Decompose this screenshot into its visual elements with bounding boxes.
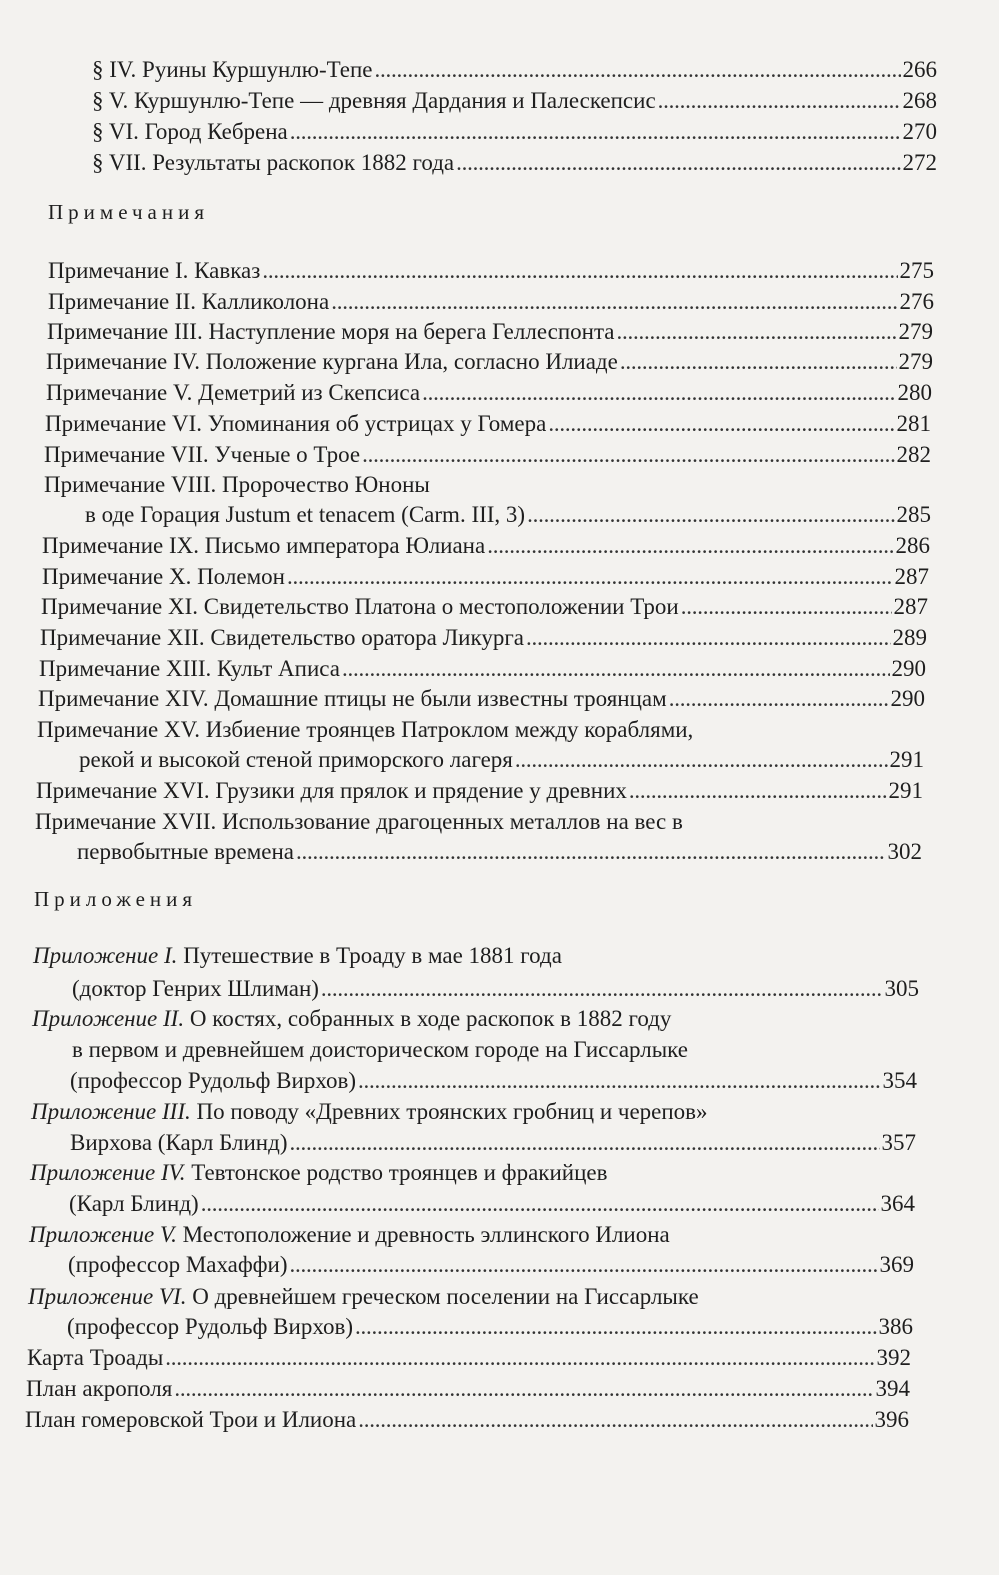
leader-dots — [362, 440, 894, 470]
leader-dots — [487, 531, 893, 561]
leader-dots — [331, 287, 897, 317]
leader-dots — [342, 654, 890, 684]
leader-dots — [617, 317, 897, 347]
appendix-title: По поводу «Древних троянских гробниц и черепов» — [190, 1099, 708, 1124]
leader-dots — [456, 148, 900, 178]
appendices-heading: Приложения — [34, 887, 198, 911]
page-number: 305 — [884, 976, 919, 1001]
leader-dots — [290, 117, 901, 147]
appendix-label: Приложение IV. — [30, 1160, 186, 1185]
page-number: 276 — [899, 289, 934, 314]
page-number: 357 — [881, 1130, 916, 1155]
page-number: 364 — [880, 1191, 915, 1216]
appendix-label: Приложение I. — [33, 943, 178, 968]
toc-entry — [0, 256, 999, 286]
entry-title: План гомеровской Трои и Илиона — [25, 1407, 357, 1432]
toc-entry-continuation — [0, 500, 999, 530]
leader-dots — [262, 256, 897, 286]
leader-dots — [375, 55, 901, 85]
leader-dots — [527, 500, 894, 530]
leader-dots — [669, 684, 889, 714]
leader-dots — [289, 1128, 879, 1158]
page-number: 302 — [887, 839, 922, 864]
entry-title: § V. Куршунлю-Тепе — древняя Дардания и Палескепсис — [92, 88, 656, 113]
toc-entry — [0, 55, 999, 85]
appendix-title: О костях, собранных в ходе раскопок в 1882 году — [184, 1006, 672, 1031]
page-number: 386 — [878, 1314, 913, 1339]
page-number: 282 — [896, 442, 931, 467]
page-number: 287 — [893, 594, 928, 619]
entry-title — [32, 1004, 671, 1034]
appendix-title: О древнейшем греческом поселении на Гиссарлыке — [186, 1284, 699, 1309]
notes-heading: Примечания — [48, 200, 210, 224]
entry-title-line2: первобытные времена — [77, 839, 294, 864]
toc-entry-continuation — [0, 1312, 999, 1342]
leader-dots — [658, 86, 901, 116]
toc-entry-continuation — [0, 1066, 999, 1096]
page-number: 287 — [894, 564, 929, 589]
toc-entry — [0, 317, 999, 347]
leader-dots — [681, 592, 892, 622]
entry-title: § VI. Город Кебрена — [92, 119, 288, 144]
toc-entry — [0, 86, 999, 116]
appendix-label: Приложение II. — [32, 1006, 185, 1031]
toc-entry — [0, 1374, 999, 1404]
entry-title: Примечание X. Полемон — [42, 564, 285, 589]
leader-dots — [355, 1312, 877, 1342]
entry-title-line3: (профессор Рудольф Вирхов) — [70, 1068, 356, 1093]
appendix-title: Тевтонское родство троянцев и фракийцев — [185, 1160, 608, 1185]
entry-title: Примечание XII. Свидетельство оратора Ликурга — [40, 625, 524, 650]
page-number: 286 — [895, 533, 930, 558]
toc-entry — [0, 592, 999, 622]
toc-entry-continuation — [0, 1250, 999, 1280]
appendix-label: Приложение III. — [31, 1099, 191, 1124]
toc-entry — [0, 440, 999, 470]
entry-title — [30, 1158, 607, 1188]
entry-title: План акрополя — [26, 1376, 173, 1401]
toc-entry — [0, 409, 999, 439]
appendix-title: Путешествие в Троаду в мае 1881 года — [177, 943, 562, 968]
toc-entry — [0, 378, 999, 408]
appendix-label: Приложение V. — [29, 1222, 177, 1247]
page-number: 268 — [902, 88, 937, 113]
leader-dots — [296, 837, 886, 867]
leader-dots — [165, 1343, 874, 1373]
page-number: 394 — [875, 1376, 910, 1401]
entry-title: § IV. Руины Куршунлю-Тепе — [92, 57, 373, 82]
entry-title: Примечание IV. Положение кургана Ила, согласно Илиаде — [46, 349, 618, 374]
toc-entry-continuation — [0, 1189, 999, 1219]
toc-entry — [0, 347, 999, 377]
toc-entry-continuation — [0, 974, 999, 1004]
leader-dots — [526, 623, 891, 653]
entry-title: Примечание V. Деметрий из Скепсиса — [46, 380, 421, 405]
entry-title-line2: (Карл Блинд) — [69, 1191, 199, 1216]
entry-title: Примечание XIII. Культ Аписа — [39, 656, 340, 681]
leader-dots — [548, 409, 894, 439]
leader-dots — [201, 1189, 879, 1219]
page-number: 392 — [876, 1345, 911, 1370]
entry-title: Примечание II. Калликолона — [48, 289, 330, 314]
page-number: 279 — [898, 349, 933, 374]
entry-title: Примечание I. Кавказ — [48, 258, 261, 283]
entry-title-line2: Вирхова (Карл Блинд) — [70, 1130, 288, 1155]
page-number: 354 — [882, 1068, 917, 1093]
page-number: 291 — [888, 778, 923, 803]
entry-title-line2: (профессор Махаффи) — [68, 1252, 288, 1277]
toc-entry — [0, 623, 999, 653]
toc-entry — [0, 654, 999, 684]
page-number: 369 — [879, 1252, 914, 1277]
toc-entry — [0, 1343, 999, 1373]
page-number: 270 — [902, 119, 937, 144]
toc-entry-continuation — [0, 745, 999, 775]
toc-entry — [0, 531, 999, 561]
leader-dots — [620, 347, 897, 377]
toc-entry — [0, 287, 999, 317]
entry-title: Примечание XVI. Грузики для прялок и прядение у древних — [36, 778, 627, 803]
entry-title-line2: (профессор Рудольф Вирхов) — [67, 1314, 353, 1339]
entry-title: Примечание IX. Письмо императора Юлиана — [42, 533, 486, 558]
entry-title: § VII. Результаты раскопок 1882 года — [92, 150, 455, 175]
entry-title-line2: в оде Горация Justum et tenacem (Carm. III, 3) — [85, 502, 526, 527]
entry-title: Примечание XV. Избиение троянцев Патроклом между кораблями, — [37, 717, 694, 742]
page-number: 396 — [874, 1407, 909, 1432]
leader-dots — [321, 974, 883, 1004]
entry-title — [33, 941, 562, 971]
page-number: 281 — [896, 411, 931, 436]
entry-title: Примечание VI. Упоминания об устрицах у Гомера — [45, 411, 547, 436]
entry-title: Примечание XVII. Использование драгоценных металлов на вес в — [35, 809, 683, 834]
page-number: 279 — [898, 319, 933, 344]
entry-title-line2: в первом и древнейшем доисторическом городе на Гиссарлыке — [72, 1037, 688, 1062]
page-number: 266 — [902, 57, 937, 82]
entry-title: Примечание VII. Ученые о Трое — [44, 442, 361, 467]
page-number: 289 — [892, 625, 927, 650]
entry-title — [29, 1220, 670, 1250]
leader-dots — [287, 562, 893, 592]
page-number: 275 — [899, 258, 934, 283]
leader-dots — [358, 1066, 881, 1096]
toc-entry — [0, 148, 999, 178]
page-number: 285 — [896, 502, 931, 527]
toc-entry — [0, 117, 999, 147]
entry-title — [31, 1097, 708, 1127]
toc-entry — [0, 562, 999, 592]
page-number: 291 — [889, 747, 924, 772]
leader-dots — [422, 378, 895, 408]
entry-title: Примечание XI. Свидетельство Платона о местоположении Трои — [41, 594, 679, 619]
toc-entry — [0, 776, 999, 806]
entry-title: Примечание XIV. Домашние птицы не были известны троянцам — [38, 686, 667, 711]
entry-title: Примечание VIII. Пророчество Юноны — [44, 472, 430, 497]
toc-entry — [0, 1405, 999, 1435]
entry-title: Карта Троады — [27, 1345, 164, 1370]
page-number: 280 — [897, 380, 932, 405]
entry-title — [28, 1282, 699, 1312]
leader-dots — [629, 776, 887, 806]
page-number: 290 — [891, 656, 926, 681]
entry-title: Примечание III. Наступление моря на берега Геллеспонта — [47, 319, 615, 344]
appendix-label: Приложение VI. — [28, 1284, 187, 1309]
toc-entry-continuation — [0, 837, 999, 867]
leader-dots — [358, 1405, 872, 1435]
page-number: 290 — [890, 686, 925, 711]
leader-dots — [515, 745, 888, 775]
entry-title-line2: рекой и высокой стеной приморского лагеря — [79, 747, 513, 772]
leader-dots — [174, 1374, 873, 1404]
entry-title-line2: (доктор Генрих Шлиман) — [72, 976, 319, 1001]
leader-dots — [290, 1250, 878, 1280]
toc-entry — [0, 684, 999, 714]
appendix-title: Местоположение и древность эллинского Илиона — [176, 1222, 670, 1247]
page-number: 272 — [902, 150, 937, 175]
toc-entry-continuation — [0, 1128, 999, 1158]
